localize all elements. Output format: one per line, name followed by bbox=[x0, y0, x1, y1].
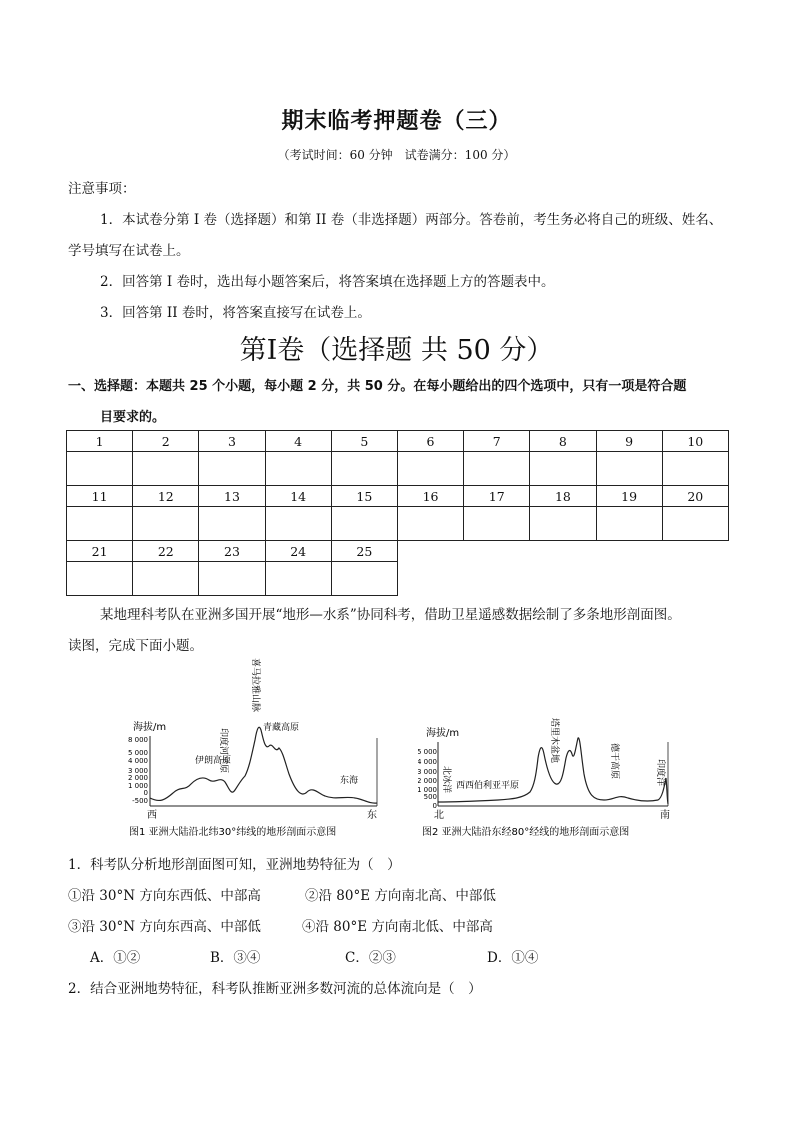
figure-1-tick: 5 000 bbox=[127, 749, 148, 757]
figure-2-label-arctic: 北冰洋 bbox=[441, 766, 451, 794]
figure-1-x-east: 东 bbox=[367, 810, 377, 821]
answer-cell[interactable] bbox=[265, 452, 331, 486]
figure-1-label-himalaya: 喜马拉雅山脉 bbox=[250, 658, 260, 713]
figure-2-x-south: 南 bbox=[660, 810, 670, 821]
section-title: 第I卷（选择题 共 50 分） bbox=[239, 335, 554, 366]
figure-2-ylabel: 海拔/m bbox=[426, 728, 460, 739]
figure-1-label-ganges: 印度河平原 bbox=[218, 728, 228, 774]
figure-2-tick: 5 000 bbox=[418, 748, 437, 756]
answer-number: 8 bbox=[530, 431, 596, 452]
figure-2-tick: 2 000 bbox=[418, 777, 437, 785]
answer-table-blank-row bbox=[67, 562, 398, 596]
notice-item-2: 2．回答第 I 卷时，选出每小题答案后，将答案填在选择题上方的答题表中。 bbox=[100, 274, 555, 290]
answer-number: 22 bbox=[133, 541, 199, 562]
answer-number: 16 bbox=[397, 486, 463, 507]
answer-number: 18 bbox=[530, 486, 596, 507]
answer-number: 17 bbox=[464, 486, 530, 507]
figure-2-tick: 4 000 bbox=[418, 758, 437, 766]
notice-heading: 注意事项： bbox=[68, 181, 136, 197]
answer-cell[interactable] bbox=[67, 507, 133, 541]
answer-table-number-row bbox=[67, 541, 398, 562]
answer-cell[interactable] bbox=[67, 562, 133, 596]
figure-1-tick: 0 bbox=[143, 789, 148, 797]
notice-item-3: 3．回答第 II 卷时，将答案直接写在试卷上。 bbox=[100, 305, 371, 321]
answer-cell[interactable] bbox=[133, 452, 199, 486]
answer-cell[interactable] bbox=[199, 562, 265, 596]
section-instruction-line-1: 一、选择题：本题共 25 个小题，每小题 2 分，共 50 分。在每小题给出的四个选项中，只有一项是符合题 bbox=[68, 379, 687, 394]
answer-table bbox=[66, 430, 729, 541]
figure-1-tick: -500 bbox=[132, 797, 148, 805]
passage-line-1: 某地理科考队在亚洲多国开展“地形—水系”协同科考，借助卫星遥感数据绘制了多条地形剖面图。 bbox=[100, 607, 681, 623]
answer-number: 15 bbox=[331, 486, 397, 507]
figure-2 bbox=[418, 658, 680, 843]
question-1-statement-3: ③沿 30°N 方向东西高、中部低 bbox=[68, 919, 261, 935]
answer-cell[interactable] bbox=[331, 562, 397, 596]
answer-number: 24 bbox=[265, 541, 331, 562]
figure-1-tick: 4 000 bbox=[127, 757, 148, 765]
answer-number: 10 bbox=[662, 431, 728, 452]
answer-cell[interactable] bbox=[331, 452, 397, 486]
answer-cell[interactable] bbox=[662, 507, 728, 541]
answer-cell[interactable] bbox=[133, 562, 199, 596]
answer-cell[interactable] bbox=[662, 452, 728, 486]
answer-number: 5 bbox=[331, 431, 397, 452]
figure-2-x-north: 北 bbox=[434, 810, 444, 821]
figure-1-tick: 8 000 bbox=[127, 736, 148, 744]
notice-item-1-line-1: 1．本试卷分第 I 卷（选择题）和第 II 卷（非选择题）两部分。答卷前，考生务必将自己的班级、姓名、 bbox=[100, 212, 723, 228]
question-1-option-a[interactable]: A．①② bbox=[90, 950, 141, 966]
answer-number: 23 bbox=[199, 541, 265, 562]
answer-number: 2 bbox=[133, 431, 199, 452]
answer-cell[interactable] bbox=[596, 452, 662, 486]
answer-table-last-row bbox=[66, 540, 398, 596]
page-title: 期末临考押题卷（三） bbox=[281, 108, 512, 134]
figure-2-label-deccan: 德干高原 bbox=[609, 743, 619, 780]
answer-cell[interactable] bbox=[199, 452, 265, 486]
figure-2-tick: 0 bbox=[432, 802, 437, 810]
answer-cell[interactable] bbox=[331, 507, 397, 541]
answer-table-number-row bbox=[67, 486, 729, 507]
notice-item-1-line-2: 学号填写在试卷上。 bbox=[68, 243, 190, 259]
question-1-option-d[interactable]: D．①④ bbox=[487, 950, 539, 966]
answer-cell[interactable] bbox=[530, 507, 596, 541]
figure-1-terrain-line bbox=[150, 727, 377, 803]
answer-cell[interactable] bbox=[530, 452, 596, 486]
figure-1-tick: 2 000 bbox=[127, 774, 148, 782]
figure-2-label-tarim: 塔里木盆地 bbox=[549, 718, 559, 764]
figure-2-tick: 3 000 bbox=[418, 768, 437, 776]
answer-number: 3 bbox=[199, 431, 265, 452]
question-1-option-c[interactable]: C．②③ bbox=[345, 950, 396, 966]
figure-1-label-east-sea: 东海 bbox=[340, 776, 359, 786]
figure-1-label-tibet: 青藏高原 bbox=[263, 723, 300, 733]
answer-cell[interactable] bbox=[199, 507, 265, 541]
answer-number: 1 bbox=[67, 431, 133, 452]
figure-2-tick: 500 bbox=[423, 793, 437, 801]
answer-cell[interactable] bbox=[397, 507, 463, 541]
question-1-statement-2: ②沿 80°E 方向南北高、中部低 bbox=[305, 888, 496, 904]
question-2-stem: 2．结合亚洲地势特征，科考队推断亚洲多数河流的总体流向是（ ） bbox=[68, 981, 482, 997]
figure-1-tick: 1 000 bbox=[127, 782, 148, 790]
answer-table-blank-row bbox=[67, 507, 729, 541]
answer-cell[interactable] bbox=[596, 507, 662, 541]
question-1-statement-1: ①沿 30°N 方向东西低、中部高 bbox=[68, 888, 261, 904]
figure-2-profile-chart bbox=[418, 658, 680, 843]
figure-2-label-siberia: 西西伯利亚平原 bbox=[456, 781, 520, 791]
figure-1-profile-chart bbox=[125, 658, 385, 843]
answer-number: 20 bbox=[662, 486, 728, 507]
figure-2-tick: 1 000 bbox=[418, 786, 437, 794]
figure-1-x-west: 西 bbox=[147, 810, 157, 821]
question-1-statement-4: ④沿 80°E 方向南北低、中部高 bbox=[302, 919, 493, 935]
answer-cell[interactable] bbox=[67, 452, 133, 486]
passage-line-2: 读图，完成下面小题。 bbox=[68, 638, 203, 654]
figure-1-tick: 3 000 bbox=[127, 767, 148, 775]
answer-cell[interactable] bbox=[464, 507, 530, 541]
answer-cell[interactable] bbox=[265, 507, 331, 541]
figure-1-ylabel: 海拔/m bbox=[133, 722, 167, 733]
answer-number: 6 bbox=[397, 431, 463, 452]
answer-number: 13 bbox=[199, 486, 265, 507]
answer-number: 9 bbox=[596, 431, 662, 452]
answer-number: 25 bbox=[331, 541, 397, 562]
answer-number: 12 bbox=[133, 486, 199, 507]
answer-number: 19 bbox=[596, 486, 662, 507]
figure-1-label-iran: 伊朗高原 bbox=[195, 756, 232, 766]
answer-cell[interactable] bbox=[133, 507, 199, 541]
figure-2-label-indian: 印度洋 bbox=[655, 759, 665, 787]
answer-cell[interactable] bbox=[265, 562, 331, 596]
answer-table-blank-row bbox=[67, 452, 729, 486]
answer-number: 4 bbox=[265, 431, 331, 452]
answer-number: 7 bbox=[464, 431, 530, 452]
answer-number: 11 bbox=[67, 486, 133, 507]
section-instruction-line-2: 目要求的。 bbox=[100, 410, 166, 425]
figure-1 bbox=[125, 658, 385, 843]
answer-cell[interactable] bbox=[397, 452, 463, 486]
answer-table-number-row bbox=[67, 431, 729, 452]
answer-cell[interactable] bbox=[464, 452, 530, 486]
answer-number: 21 bbox=[67, 541, 133, 562]
question-1-stem: 1．科考队分析地形剖面图可知，亚洲地势特征为（ ） bbox=[68, 857, 401, 873]
figure-2-caption: 图2 亚洲大陆沿东经80°经线的地形剖面示意图 bbox=[422, 827, 630, 838]
question-1-option-b[interactable]: B．③④ bbox=[210, 950, 261, 966]
exam-info: （考试时间：60 分钟 试卷满分：100 分） bbox=[277, 148, 516, 162]
answer-number: 14 bbox=[265, 486, 331, 507]
figure-1-caption: 图1 亚洲大陆沿北纬30°纬线的地形剖面示意图 bbox=[129, 827, 337, 838]
